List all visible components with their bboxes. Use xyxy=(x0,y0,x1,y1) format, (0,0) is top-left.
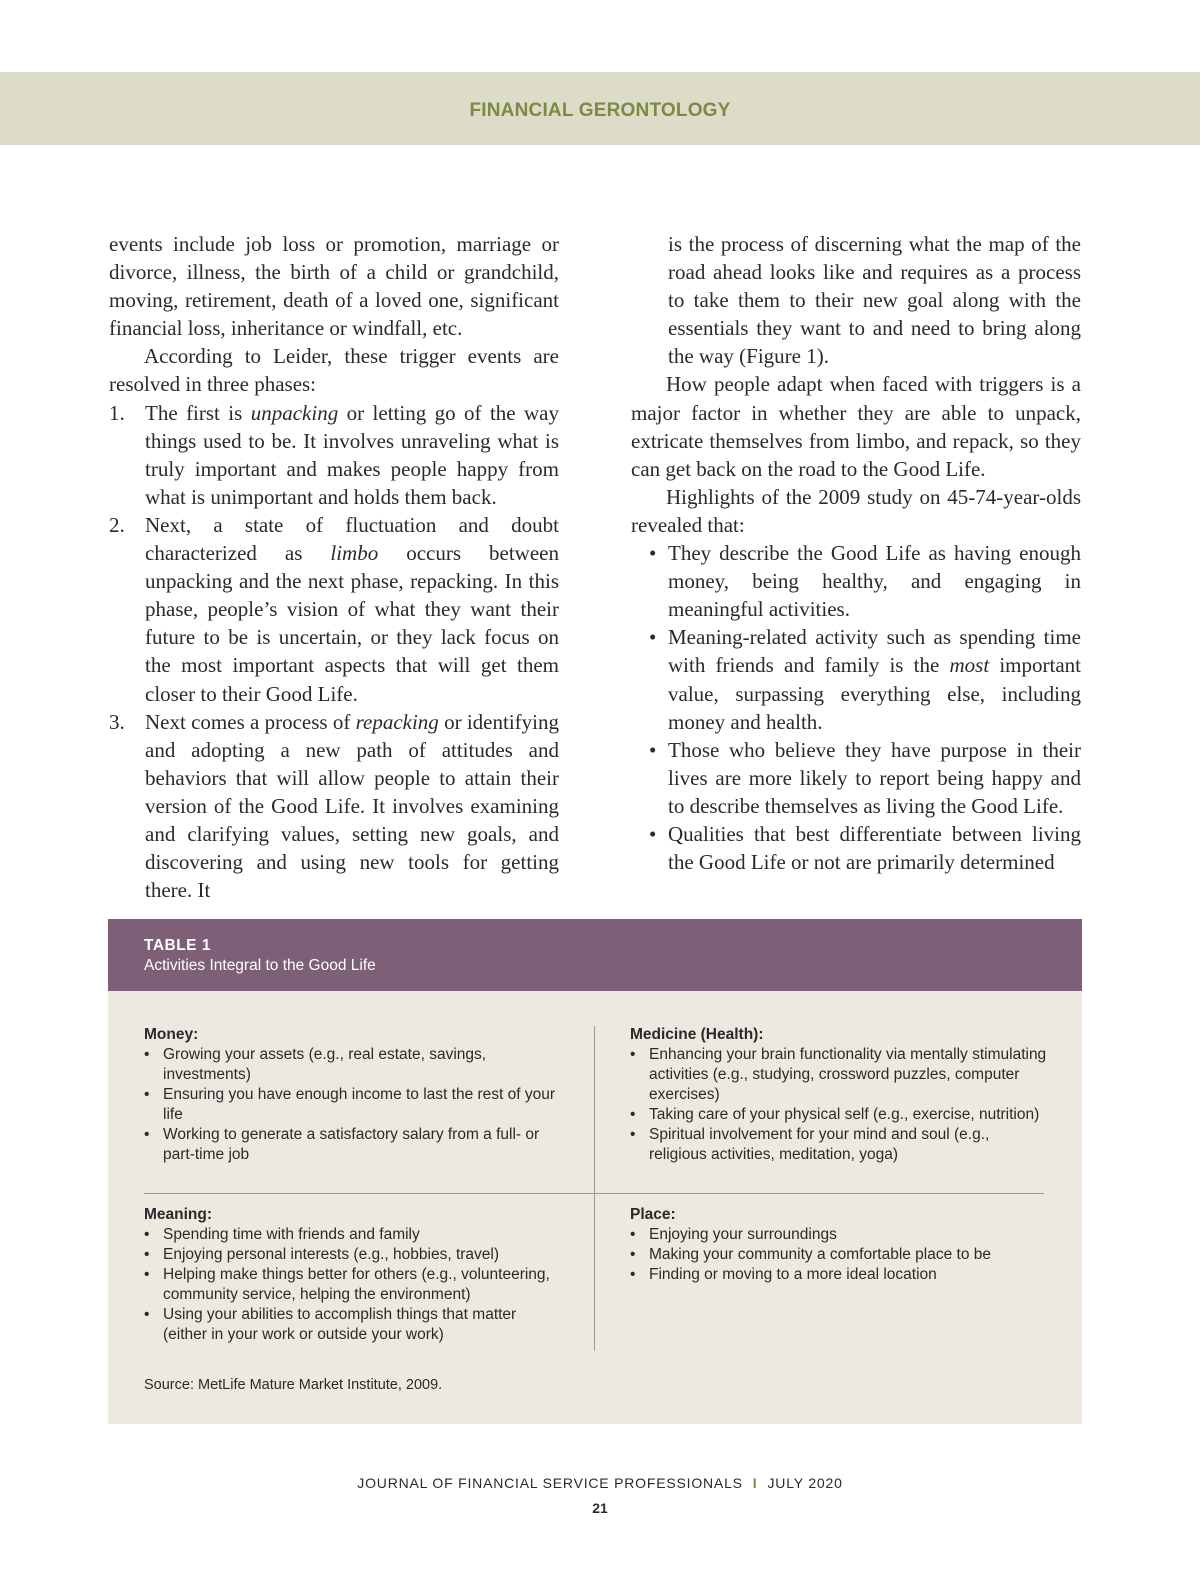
cell-heading: Money: xyxy=(144,1026,199,1043)
bullet-icon: • xyxy=(649,625,657,650)
cell-heading: Medicine (Health): xyxy=(630,1026,764,1043)
table-header xyxy=(108,919,1082,991)
numbered-item: 2. Next, a state of fluctuation and doubt characterized as limbo occurs between unpacking and the next phase, repacking. In this phase, people’s vision of what they want their future to be is uncertain, or they lack focus on the most important aspects that will get them closer to their Good Life. xyxy=(109,512,559,706)
left-column xyxy=(109,230,559,904)
bullet-icon: • xyxy=(649,821,657,846)
list-item: • Taking care of your physical self (e.g., exercise, nutrition) xyxy=(630,1106,1040,1123)
table-1 xyxy=(108,919,1082,1424)
medicine-cell xyxy=(630,1025,1050,1165)
bullet-item: • They describe the Good Life as having enough money, being healthy, and engaging in meaningful activities. xyxy=(649,541,1081,622)
bullet-item: • Qualities that best differentiate between living the Good Life or not are primarily determined xyxy=(649,821,1081,875)
list-item: • Enhancing your brain functionality via mentally stimulating activities (e.g., studying, crossword puzzles, computer exercises) xyxy=(630,1046,1047,1103)
list-item: • Using your abilities to accomplish things that matter (either in your work or outside your work) xyxy=(144,1306,517,1343)
cell-heading: Meaning: xyxy=(144,1206,213,1223)
item-number: 3. xyxy=(109,709,125,734)
right-column xyxy=(631,230,1081,876)
list-item: • Spending time with friends and family xyxy=(144,1226,420,1243)
paragraph: According to Leider, these trigger events are resolved in three phases: xyxy=(109,344,559,397)
item-number: 2. xyxy=(109,512,125,537)
journal-name: JOURNAL OF FINANCIAL SERVICE PROFESSIONALS xyxy=(357,1475,743,1491)
table-subtitle: Activities Integral to the Good Life xyxy=(144,957,376,974)
header-banner xyxy=(0,72,1200,145)
paragraph: Highlights of the 2009 study on 45-74-year-olds revealed that: xyxy=(631,484,1081,537)
footer-separator: I xyxy=(752,1475,758,1491)
paragraph: events include job loss or promotion, marriage or divorce, illness, the birth of a child or grandchild, moving, retirement, death of a loved one, significant financial loss, inheritance or windfall, etc. xyxy=(109,232,559,341)
place-cell xyxy=(630,1205,1050,1285)
section-title: FINANCIAL GERONTOLOGY xyxy=(469,100,731,121)
list-item: • Helping make things better for others (e.g., volunteering, community service, helping the environment) xyxy=(144,1266,550,1303)
issue-date: JULY 2020 xyxy=(767,1475,843,1491)
cell-heading: Place: xyxy=(630,1206,676,1223)
list-item: • Enjoying personal interests (e.g., hobbies, travel) xyxy=(144,1246,500,1263)
list-item: • Spiritual involvement for your mind and soul (e.g., religious activities, meditation, yoga) xyxy=(630,1126,990,1163)
meaning-cell xyxy=(144,1205,564,1345)
numbered-item: 1. The first is unpacking or letting go of the way things used to be. It involves unraveling what is truly important and makes people happy from what is unimportant and holds them back. xyxy=(109,400,559,509)
list-item: • Finding or moving to a more ideal location xyxy=(630,1266,937,1283)
list-item: • Ensuring you have enough income to last the rest of your life xyxy=(144,1086,556,1123)
footer xyxy=(0,1475,1200,1491)
page-number: 21 xyxy=(592,1500,608,1516)
paragraph: How people adapt when faced with triggers is a major factor in whether they are able to unpack, extricate themselves from limbo, and repack, so they can get back on the road to the Good Life. xyxy=(631,372,1081,481)
paragraph: is the process of discerning what the map of the road ahead looks like and requires as a process to take them to their new goal along with the essentials they want to and need to bring along the way (Figure 1). xyxy=(668,232,1081,369)
row-divider xyxy=(144,1193,1044,1194)
table-source: Source: MetLife Mature Market Institute, 2009. xyxy=(144,1377,443,1393)
money-cell xyxy=(144,1025,564,1165)
item-number: 1. xyxy=(109,400,125,425)
list-item: • Growing your assets (e.g., real estate, savings, investments) xyxy=(144,1046,487,1083)
numbered-item: 3. Next comes a process of repacking or identifying and adopting a new path of attitudes and behaviors that will allow people to attain their version of the Good Life. It involves examining and clarifying values, setting new goals, and discovering and using new tools for getting there. It xyxy=(109,709,559,903)
list-item: • Enjoying your surroundings xyxy=(630,1226,837,1243)
table-label: TABLE 1 xyxy=(144,937,211,954)
list-item: • Making your community a comfortable place to be xyxy=(630,1246,992,1263)
bullet-item: • Meaning-related activity such as spending time with friends and family is the most important value, surpassing everything else, including money and health. xyxy=(649,625,1081,734)
list-item: • Working to generate a satisfactory salary from a full- or part-time job xyxy=(144,1126,540,1163)
bullet-icon: • xyxy=(649,541,657,566)
bullet-icon: • xyxy=(649,737,657,762)
column-divider xyxy=(594,1026,595,1351)
bullet-item: • Those who believe they have purpose in their lives are more likely to report being happy and to describe themselves as living the Good Life. xyxy=(649,737,1081,818)
